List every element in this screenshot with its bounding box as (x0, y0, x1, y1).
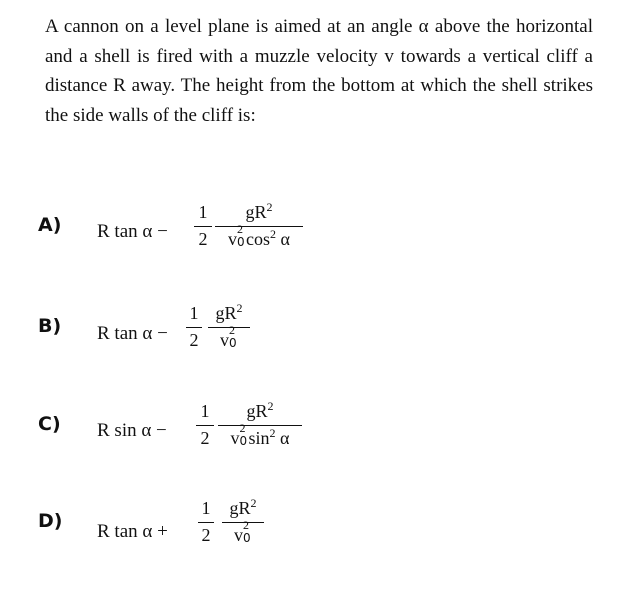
velocity-subscript: 0 (239, 434, 248, 448)
velocity-subscript: 0 (243, 531, 251, 545)
option-expression (97, 521, 168, 543)
velocity-symbol: v (220, 330, 229, 350)
trig-exponent: 2 (270, 227, 277, 241)
half-denominator: 2 (198, 229, 208, 249)
velocity-exponent: 2 (229, 323, 235, 337)
expression-lead: R tan α − (97, 221, 168, 242)
option-label: C) (38, 413, 61, 435)
option-label: A) (38, 214, 62, 236)
numerator-exponent: 2 (267, 399, 274, 413)
main-denominator (218, 421, 302, 449)
half-numerator: 1 (200, 401, 210, 421)
half-numerator: 1 (201, 498, 211, 518)
half-denominator: 2 (200, 428, 210, 448)
numerator-term: gR (229, 498, 251, 518)
main-denominator (215, 222, 303, 250)
fraction-bar (196, 425, 214, 426)
velocity-symbol: v (234, 525, 243, 545)
main-fraction (222, 498, 264, 546)
fraction-bar (218, 425, 302, 426)
main-numerator (215, 202, 303, 223)
velocity-term (220, 323, 237, 351)
option-expression (97, 323, 168, 345)
half-fraction (194, 202, 212, 250)
fraction-bar (186, 327, 202, 328)
half-denominator: 2 (201, 525, 211, 545)
half-fraction (198, 498, 214, 546)
trig-function: cos (246, 229, 271, 249)
numerator-exponent: 2 (250, 496, 257, 510)
main-numerator (218, 401, 302, 422)
question-text: A cannon on a level plane is aimed at an angle α above the horizontal and a shell is fired with a muzzle velocity v towards a vertical cliff a distance R away. The height from the bottom at which the shell strikes the side walls of the cliff is: (45, 16, 593, 126)
half-fraction (196, 401, 214, 449)
main-denominator (208, 323, 250, 351)
velocity-exponent: 2 (239, 421, 246, 435)
angle-symbol: α (280, 229, 290, 249)
half-numerator: 1 (198, 202, 208, 222)
numerator-exponent: 2 (266, 200, 273, 214)
main-denominator (222, 518, 264, 546)
main-fraction (218, 401, 302, 449)
trig-function: sin (248, 428, 270, 448)
option-label: B) (38, 315, 62, 337)
fraction-bar (198, 522, 214, 523)
half-fraction (186, 303, 202, 351)
option-expression (97, 420, 167, 442)
expression-lead: R tan α + (97, 521, 168, 542)
option-d[interactable] (0, 492, 620, 562)
velocity-term (234, 518, 251, 546)
main-numerator (208, 303, 250, 324)
expression-lead: R sin α − (97, 420, 167, 441)
angle-symbol: α (280, 428, 290, 448)
fraction-bar (194, 226, 212, 227)
numerator-term: gR (245, 202, 267, 222)
option-a[interactable] (0, 196, 620, 266)
option-label: D) (38, 510, 63, 532)
velocity-term (230, 421, 248, 449)
numerator-exponent: 2 (236, 301, 243, 315)
main-fraction (208, 303, 250, 351)
option-c[interactable] (0, 395, 620, 465)
main-numerator (222, 498, 264, 519)
half-numerator: 1 (189, 303, 199, 323)
fraction-bar (215, 226, 303, 227)
velocity-exponent: 2 (243, 518, 249, 532)
option-expression (97, 221, 168, 243)
expression-lead: R tan α − (97, 323, 168, 344)
velocity-symbol: v (228, 229, 238, 249)
trig-exponent: 2 (269, 426, 276, 440)
numerator-term: gR (215, 303, 237, 323)
velocity-exponent: 2 (237, 222, 244, 236)
numerator-term: gR (246, 401, 268, 421)
half-denominator: 2 (189, 330, 199, 350)
velocity-subscript: 0 (237, 235, 245, 249)
option-b[interactable] (0, 297, 620, 367)
velocity-symbol: v (230, 428, 240, 448)
velocity-subscript: 0 (229, 336, 237, 350)
velocity-term (228, 222, 245, 250)
main-fraction (215, 202, 303, 250)
